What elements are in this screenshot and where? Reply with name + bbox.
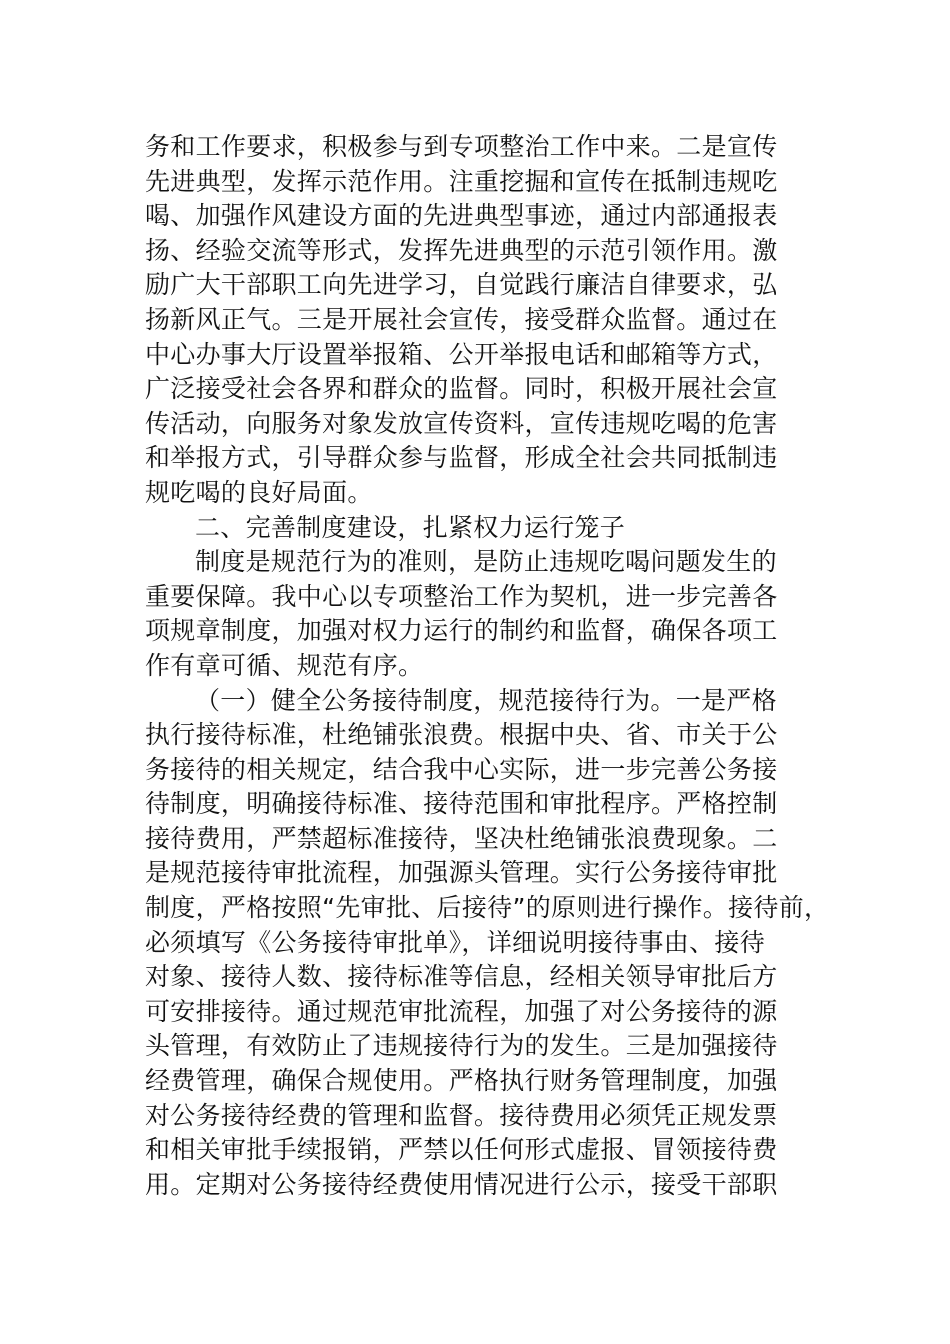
document-body [145,130,830,1202]
body-line: 规吃喝的良好局面。 [145,477,373,507]
body-line: 扬、经验交流等形式，发挥先进典型的示范引领作用。激 [145,235,778,265]
body-line: 执行接待标准，杜绝铺张浪费。根据中央、省、市关于公 [145,720,778,750]
body-line: 喝、加强作风建设方面的先进典型事迹，通过内部通报表 [145,201,778,231]
section-heading: 二、完善制度建设，扎紧权力运行笼子 [195,512,626,542]
body-line: 头管理，有效防止了违规接待行为的发生。三是加强接待 [145,1031,778,1061]
body-line: 作有章可循、规范有序。 [145,650,424,680]
body-line: 传活动，向服务对象发放宣传资料，宣传违规吃喝的危害 [145,408,778,438]
body-line: 接待费用，严禁超标准接待，坚决杜绝铺张浪费现象。二 [145,823,778,853]
body-line: 项规章制度，加强对权力运行的制约和监督，确保各项工 [145,616,778,646]
body-line: 是规范接待审批流程，加强源头管理。实行公务接待审批 [145,858,778,888]
body-line: 经费管理，确保合规使用。严格执行财务管理制度，加强 [145,1066,778,1096]
body-line: 和相关审批手续报销，严禁以任何形式虚报、冒领接待费 [145,1135,778,1165]
body-line: 中心办事大厅设置举报箱、公开举报电话和邮箱等方式， [145,339,778,369]
body-line: 和举报方式，引导群众参与监督，形成全社会共同抵制违 [145,443,778,473]
body-line: 励广大干部职工向先进学习，自觉践行廉洁自律要求，弘 [145,270,778,300]
body-line: 务和工作要求，积极参与到专项整治工作中来。二是宣传 [145,132,778,161]
body-line: 广泛接受社会各界和群众的监督。同时，积极开展社会宣 [145,374,778,404]
body-line: 必须填写《公务接待审批单》，详细说明接待事由、接待 [145,927,766,957]
body-line: 对象、接待人数、接待标准等信息，经相关领导审批后方 [145,962,778,992]
body-line: 重要保障。我中心以专项整治工作为契机，进一步完善各 [145,581,778,611]
body-line: 待制度，明确接待标准、接待范围和审批程序。严格控制 [145,789,778,819]
body-line: 制度是规范行为的准则，是防止违规吃喝问题发生的 [195,547,777,577]
body-line: 可安排接待。通过规范审批流程，加强了对公务接待的源 [145,996,778,1026]
body-line: 用。定期对公务接待经费使用情况进行公示，接受干部职 [145,1169,778,1199]
body-line: 对公务接待经费的管理和监督。接待费用必须凭正规发票 [145,1100,778,1130]
body-line: 务接待的相关规定，结合我中心实际，进一步完善公务接 [145,754,778,784]
body-line: 先进典型，发挥示范作用。注重挖掘和宣传在抵制违规吃 [145,166,778,196]
subsection-heading-line: （一）健全公务接待制度，规范接待行为。一是严格 [195,685,777,715]
body-line: 扬新风正气。三是开展社会宣传，接受群众监督。通过在 [145,304,778,334]
body-line: 制度，严格按照“先审批、后接待”的原则进行操作。接待前， [145,893,830,923]
